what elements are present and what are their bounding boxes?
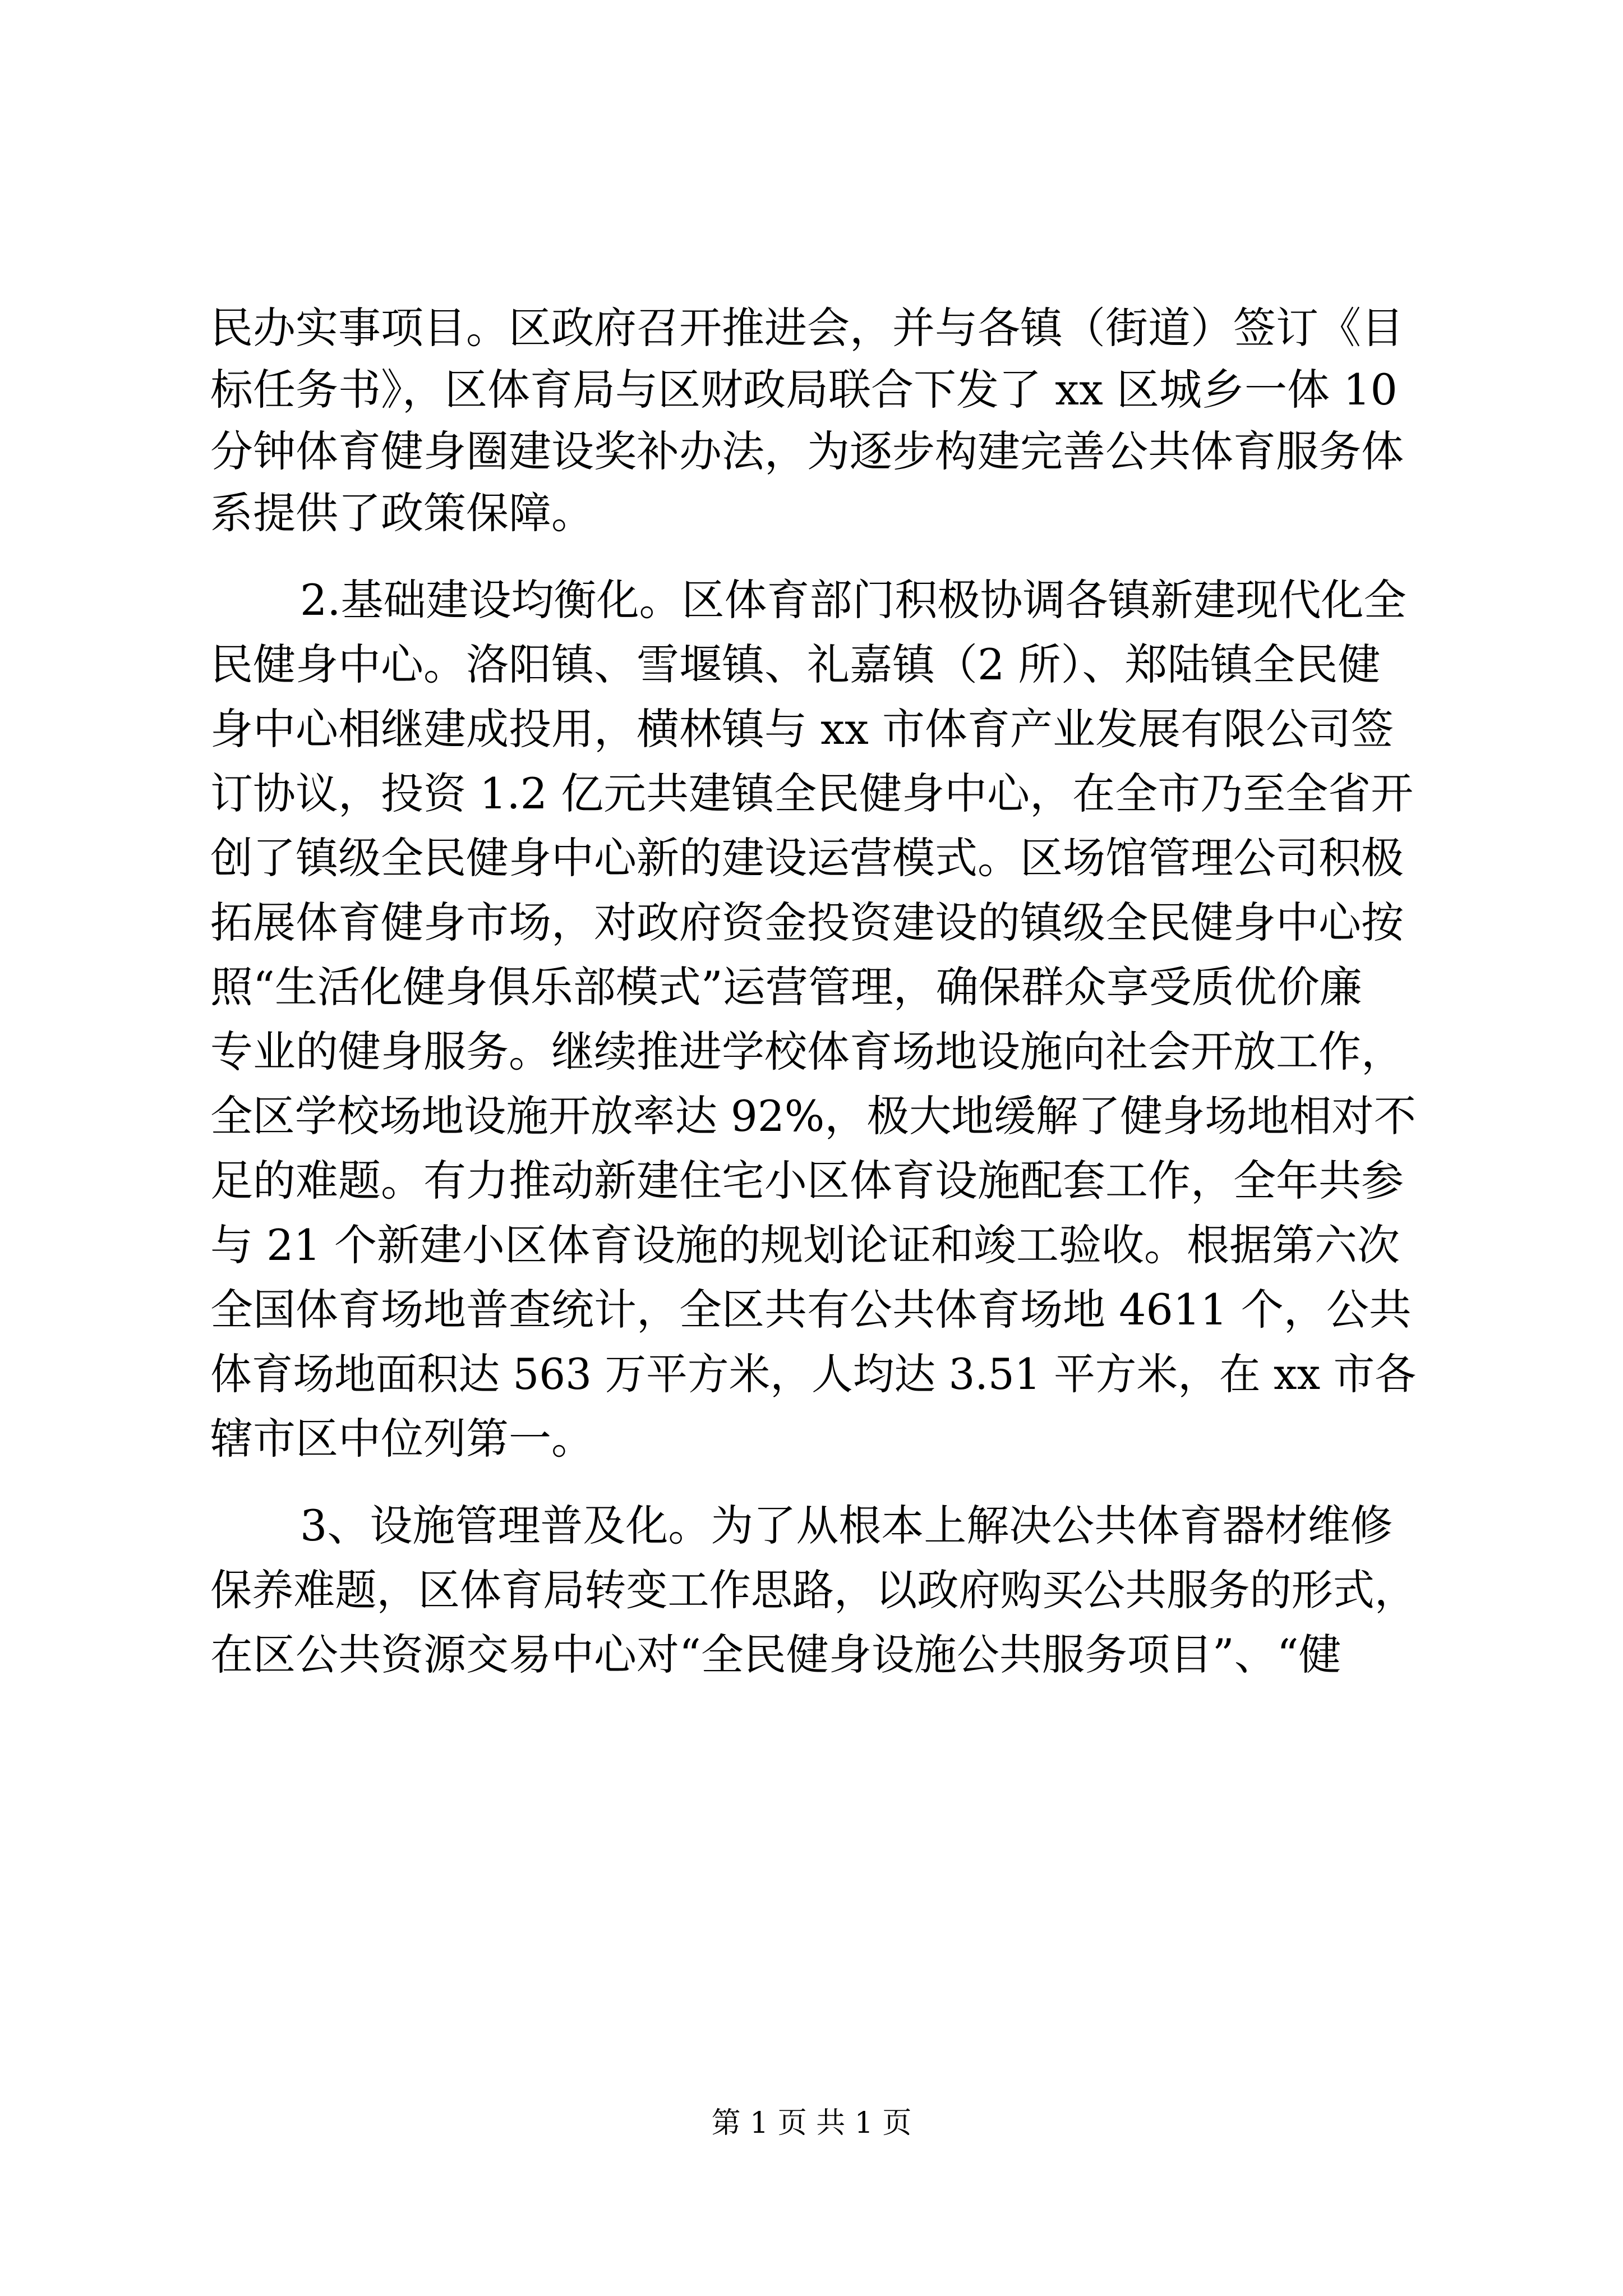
text-line — [0, 827, 1623, 889]
text-line-content: 足的难题。有力推动新建住宅小区体育设施配套工作，全年共参 — [210, 1156, 1404, 1205]
text-line — [0, 1150, 1623, 1212]
text-line — [0, 1343, 1623, 1405]
text-line-content: 照“生活化健身俱乐部模式”运营管理，确保群众享受质优价廉 — [210, 962, 1362, 1012]
text-line-content: 身中心相继建成投用，横林镇与 xx 市体育产业发展有限公司签 — [210, 704, 1394, 754]
text-line — [0, 359, 1623, 421]
page-footer — [0, 2101, 1623, 2146]
text-line-content: 系提供了政策保障。 — [210, 488, 594, 538]
text-line — [0, 1085, 1623, 1147]
text-line — [0, 1279, 1623, 1341]
text-line — [0, 421, 1623, 482]
text-line — [0, 698, 1623, 760]
text-line-content: 全国体育场地普查统计，全区共有公共体育场地 4611 个，公共 — [210, 1285, 1412, 1335]
text-line-content: 保养难题，区体育局转变工作思路，以政府购买公共服务的形式， — [210, 1565, 1417, 1615]
text-line — [0, 1495, 1623, 1557]
text-line-content: 创了镇级全民健身中心新的建设运营模式。区场馆管理公司积极 — [210, 833, 1404, 883]
text-line — [0, 297, 1623, 359]
text-line-content: 3、设施管理普及化。为了从根本上解决公共体育器材维修 — [300, 1501, 1393, 1550]
text-line — [0, 956, 1623, 1018]
text-line — [0, 1624, 1623, 1686]
text-line — [0, 569, 1623, 631]
page-number-label: 第 1 页 共 1 页 — [711, 2106, 912, 2140]
text-line-content: 拓展体育健身市场，对政府资金投资建设的镇级全民健身中心按 — [210, 898, 1404, 947]
text-line — [0, 1559, 1623, 1621]
text-line — [0, 1214, 1623, 1276]
text-line — [0, 634, 1623, 696]
text-line-content: 2.基础建设均衡化。区体育部门积极协调各镇新建现代化全 — [300, 575, 1407, 625]
text-line — [0, 763, 1623, 825]
text-line-content: 专业的健身服务。继续推进学校体育场地设施向社会开放工作， — [210, 1027, 1404, 1076]
text-line — [0, 892, 1623, 954]
text-line — [0, 482, 1623, 544]
text-line-content: 标任务书》，区体育局与区财政局联合下发了 xx 区城乡一体 10 — [210, 365, 1398, 415]
text-line-content: 民办实事项目。区政府召开推进会，并与各镇（街道）签订《目 — [210, 303, 1404, 353]
text-line — [0, 1021, 1623, 1083]
text-line-content: 订协议，投资 1.2 亿元共建镇全民健身中心，在全市乃至全省开 — [210, 769, 1414, 818]
text-line — [0, 1408, 1623, 1470]
text-line-content: 民健身中心。洛阳镇、雪堰镇、礼嘉镇（2 所）、郑陆镇全民健 — [210, 639, 1381, 689]
text-line-content: 与 21 个新建小区体育设施的规划论证和竣工验收。根据第六次 — [210, 1220, 1400, 1270]
text-line-content: 辖市区中位列第一。 — [210, 1414, 594, 1464]
text-line-content: 分钟体育健身圈建设奖补办法，为逐步构建完善公共体育服务体 — [210, 426, 1404, 476]
text-line-content: 全区学校场地设施开放率达 92%，极大地缓解了健身场地相对不 — [210, 1091, 1417, 1141]
text-line-content: 体育场地面积达 563 万平方米，人均达 3.51 平方米，在 xx 市各 — [210, 1349, 1417, 1399]
text-line-content: 在区公共资源交易中心对“全民健身设施公共服务项目”、“健 — [210, 1630, 1341, 1680]
